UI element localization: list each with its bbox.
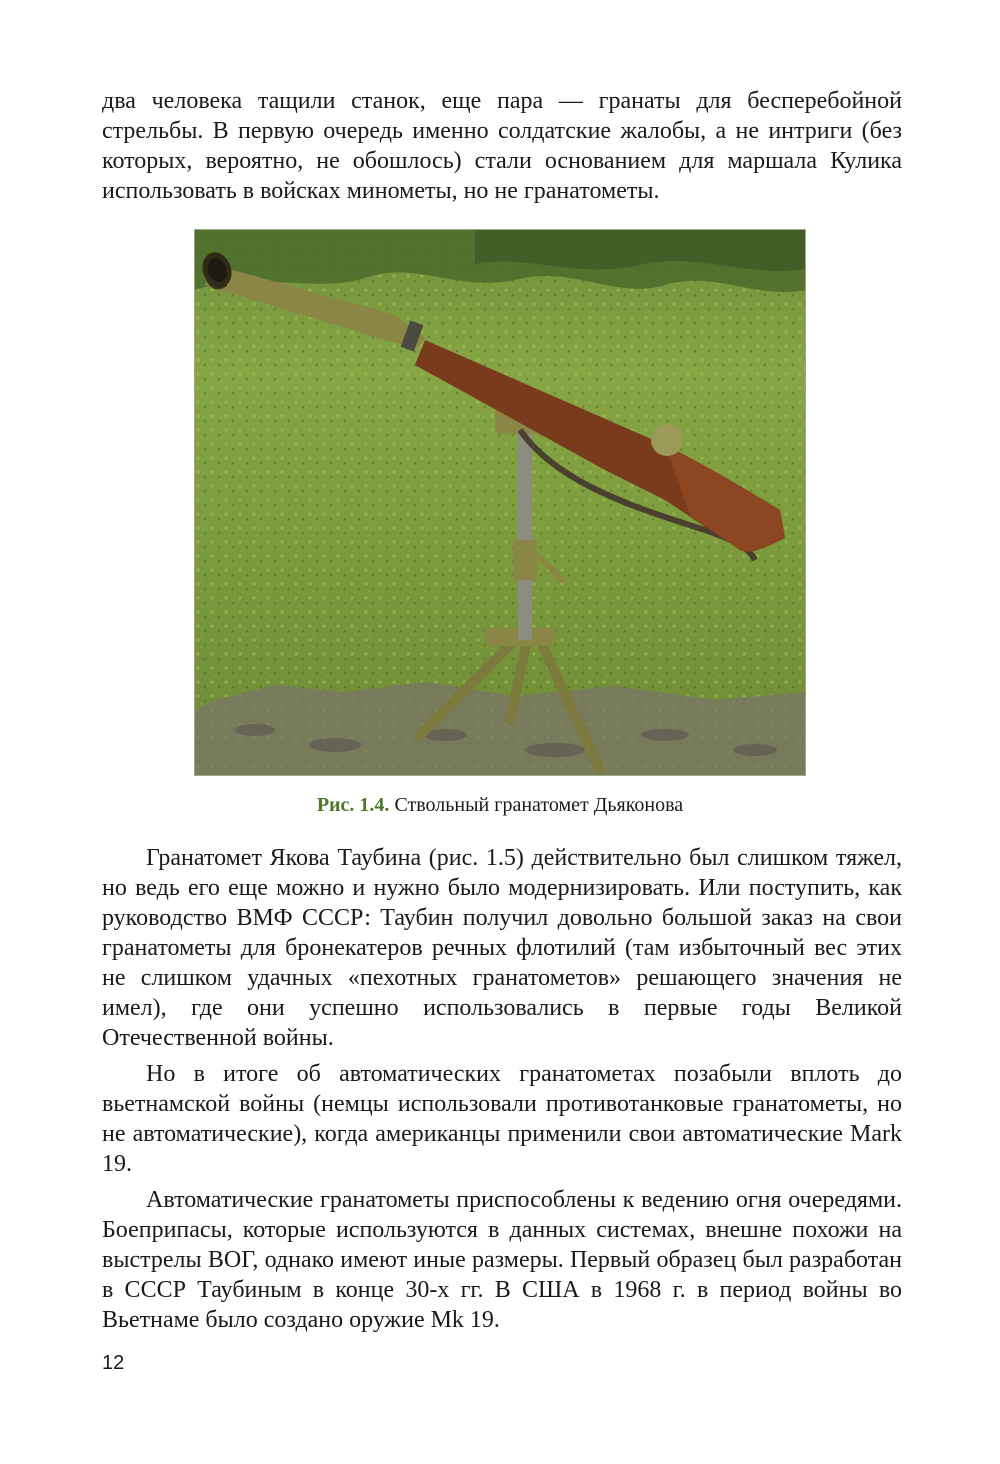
- figure-photo: [194, 229, 806, 776]
- paragraph-automatic-launchers: Автоматические гранатометы приспособлены к ведению огня очередями. Боеприпасы, которые используются в данных системах, внешне похожи на выстрелы ВОГ, однако имеют иные размеры. Первый образец был разработан в СССР Таубиным в конце 30-х гг. В США в 1968 г. в период войны во Вьетнаме было создано оружие Mk 19.: [102, 1187, 902, 1333]
- body-text-block: [102, 843, 902, 1335]
- caption-text: Ствольный гранатомет Дьяконова: [394, 794, 684, 816]
- page-number: 12: [102, 1352, 125, 1374]
- figure-caption: [0, 794, 1000, 817]
- paragraph-taubin: Гранатомет Якова Таубина (рис. 1.5) действительно был слишком тяжел, но ведь его еще можно и нужно было модернизировать. Или поступить, как руководство ВМФ СССР: Таубин получил довольно большой заказ на свои гранатометы для бронекатеров речных флотилий (там избыточный вес этих не слишком удачных «пехотных гранатометов» решающего значения не имел), где они успешно использовались в первые годы Великой Отечественной войны.: [102, 845, 902, 1051]
- caption-label: Рис. 1.4.: [316, 794, 390, 816]
- top-text-block: [102, 86, 902, 206]
- paragraph-vietnam: Но в итоге об автоматических гранатометах позабыли вплоть до вьетнамской войны (немцы использовали противотанковые гранатометы, но не автоматические), когда американцы применили свои автоматические Mark 19.: [102, 1061, 902, 1177]
- top-paragraph: два человека тащили станок, еще пара — гранаты для бесперебойной стрельбы. В первую очередь именно солдатские жалобы, а не интриги (без которых, вероятно, не обошлось) стали основанием для маршала Кулика использовать в войсках минометы, но не гранатометы.: [102, 88, 902, 204]
- grenade-launcher-photo: [195, 230, 806, 776]
